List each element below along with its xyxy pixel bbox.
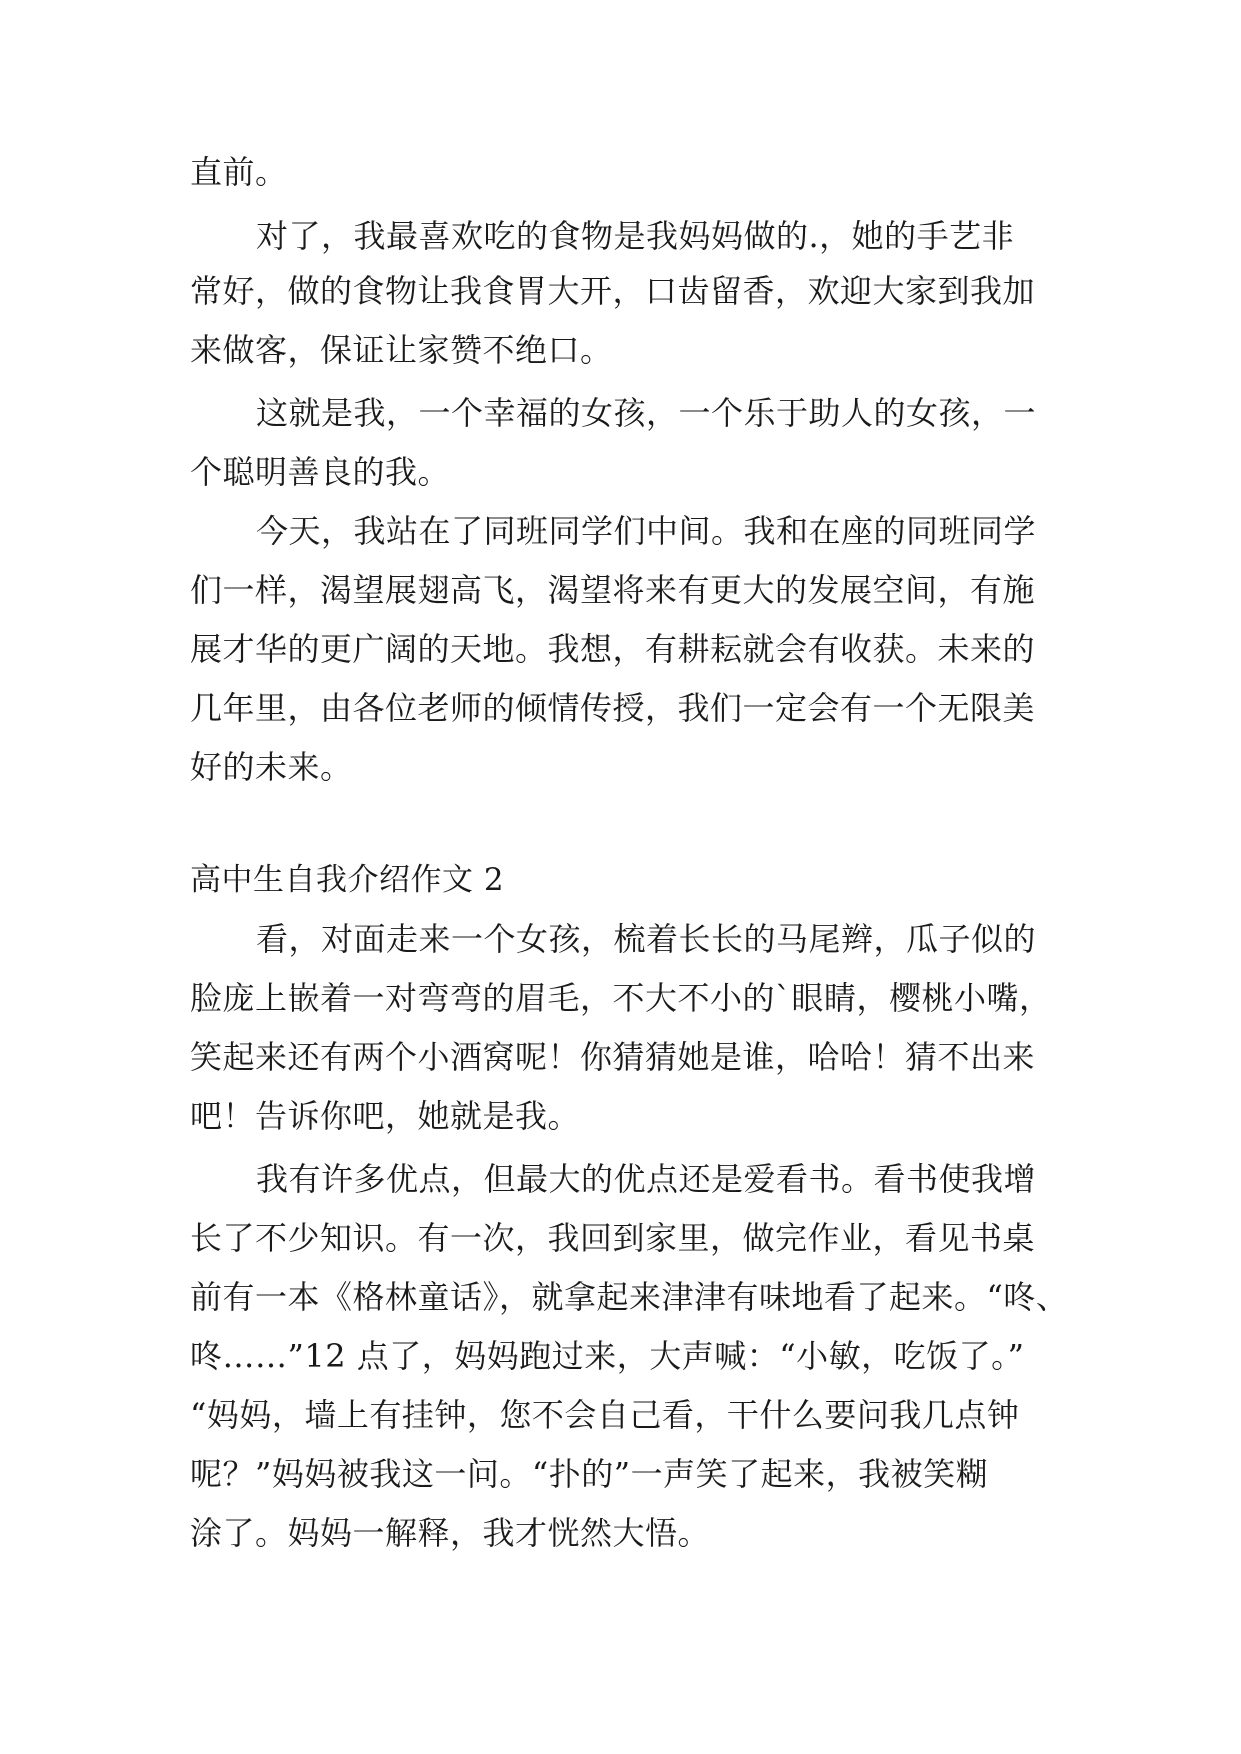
- paragraph-line: 们一样，渴望展翅高飞，渴望将来有更大的发展空间，有施: [190, 571, 1036, 609]
- paragraph-line: 来做客，保证让家赞不绝口。: [190, 331, 613, 369]
- paragraph-line: 看，对面走来一个女孩，梳着长长的马尾辫，瓜子似的: [256, 920, 1037, 958]
- paragraph-line: 这就是我，一个幸福的女孩，一个乐于助人的女孩，一: [256, 394, 1037, 432]
- paragraph-line: 长了不少知识。有一次，我回到家里，做完作业，看见书桌: [190, 1219, 1036, 1257]
- paragraph-line: 脸庞上嵌着一对弯弯的眉毛，不大不小的`眼睛，樱桃小嘴，: [190, 979, 1052, 1017]
- paragraph-line: 直前。: [190, 153, 288, 191]
- paragraph-line: 呢？”妈妈被我这一问。“扑的”一声笑了起来，我被笑糊: [190, 1455, 989, 1493]
- paragraph-line: 咚……”12 点了，妈妈跑过来，大声喊：“小敏，吃饭了。”: [190, 1337, 1025, 1375]
- paragraph-line: 吧！告诉你吧，她就是我。: [190, 1097, 581, 1135]
- paragraph-line: 常好，做的食物让我食胃大开，口齿留香，欢迎大家到我加: [190, 272, 1036, 310]
- paragraph-line: 今天，我站在了同班同学们中间。我和在座的同班同学: [256, 512, 1037, 550]
- paragraph-line: 前有一本《格林童话》，就拿起来津津有味地看了起来。“咚、: [190, 1278, 1069, 1316]
- paragraph-line: 对了，我最喜欢吃的食物是我妈妈做的.，她的手艺非: [256, 217, 1015, 255]
- paragraph-line: 几年里，由各位老师的倾情传授，我们一定会有一个无限美: [190, 689, 1036, 727]
- section-heading: 高中生自我介绍作文 2: [190, 862, 505, 898]
- paragraph-line: 涂了。妈妈一解释，我才恍然大悟。: [190, 1514, 711, 1552]
- paragraph-line: 展才华的更广阔的天地。我想，有耕耘就会有收获。未来的: [190, 630, 1036, 668]
- paragraph-line: 我有许多优点，但最大的优点还是爱看书。看书使我增: [256, 1160, 1037, 1198]
- paragraph-line: “妈妈，墙上有挂钟，您不会自己看，干什么要问我几点钟: [190, 1396, 1020, 1434]
- paragraph-line: 个聪明善良的我。: [190, 453, 451, 491]
- paragraph-line: 好的未来。: [190, 748, 353, 786]
- paragraph-line: 笑起来还有两个小酒窝呢！你猜猜她是谁，哈哈！猜不出来: [190, 1038, 1036, 1076]
